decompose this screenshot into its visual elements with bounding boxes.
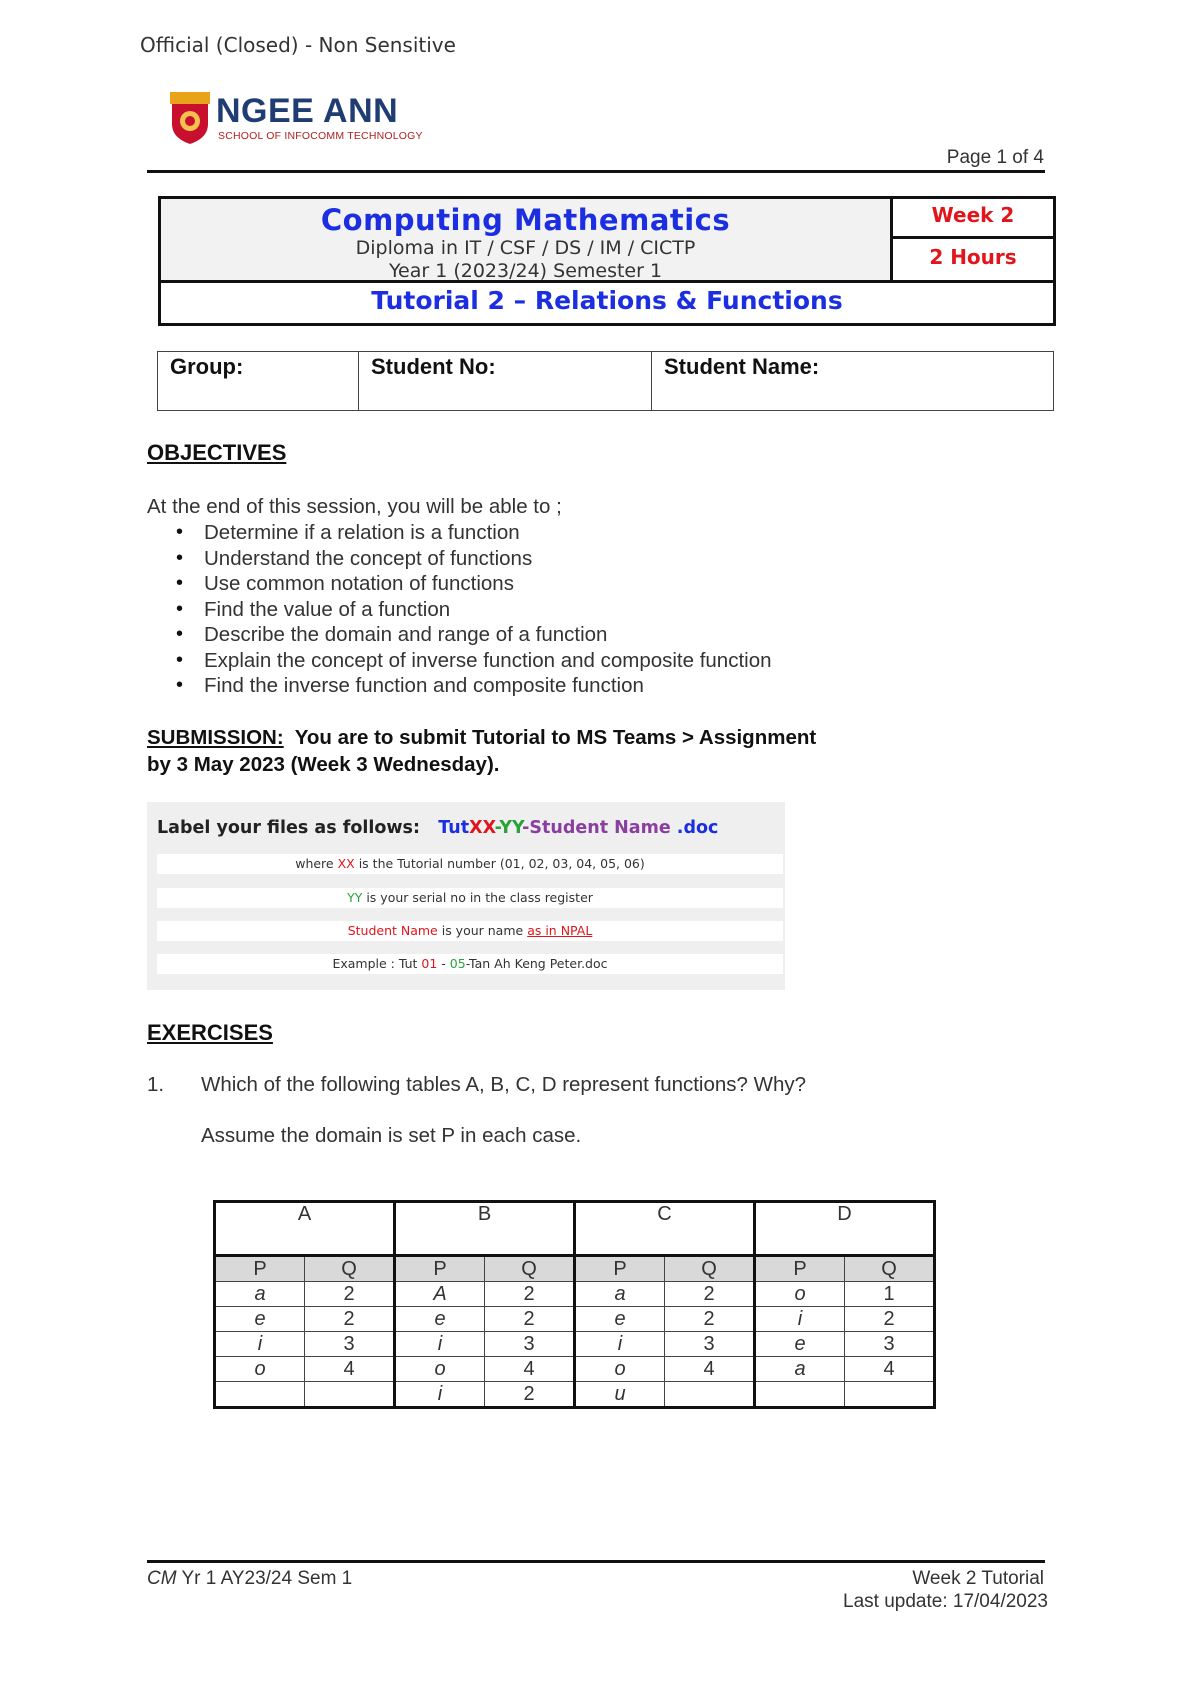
column-header: Q <box>485 1256 575 1282</box>
question-note: Assume the domain is set P in each case. <box>201 1124 582 1147</box>
list-item: • Describe the domain and range of a function <box>180 622 772 648</box>
table-cell: 3 <box>485 1332 575 1357</box>
table-cell: e <box>755 1332 845 1357</box>
table-cell: a <box>755 1357 845 1382</box>
table-row <box>215 1307 935 1332</box>
table-cell: 4 <box>305 1357 395 1382</box>
objectives-intro: At the end of this session, you will be able to ; <box>147 495 562 518</box>
label-heading <box>157 818 718 838</box>
group-field[interactable]: Group: <box>158 352 359 410</box>
course-info <box>161 199 893 283</box>
list-item: • Determine if a relation is a function <box>180 520 772 546</box>
table-cell: 2 <box>485 1282 575 1307</box>
course-title: Computing Mathematics <box>320 203 731 237</box>
question-number: 1. <box>147 1073 165 1096</box>
table-cell <box>755 1382 845 1408</box>
table-cell: 4 <box>845 1357 935 1382</box>
column-header: P <box>755 1256 845 1282</box>
table-cell: o <box>755 1282 845 1307</box>
list-item: • Explain the concept of inverse function and composite function <box>180 648 772 674</box>
row-text: is your name <box>437 923 528 938</box>
row-text: where <box>295 856 338 871</box>
submission-line1: You are to submit Tutorial to MS Teams > Assignment <box>294 726 817 749</box>
table-name: A <box>215 1202 395 1256</box>
label-row-xx <box>157 854 783 874</box>
pattern-tut: Tut <box>438 818 470 838</box>
footer-course-code: CM <box>147 1568 177 1589</box>
footer-divider <box>147 1560 1045 1563</box>
table-name: B <box>395 1202 575 1256</box>
column-header: Q <box>305 1256 395 1282</box>
table-row <box>215 1332 935 1357</box>
table-cell: A <box>395 1282 485 1307</box>
column-header: P <box>395 1256 485 1282</box>
objectives-heading: OBJECTIVES <box>147 440 287 465</box>
table-cell: 2 <box>485 1382 575 1408</box>
row-text: Example : Tut <box>332 956 422 971</box>
row-text: is your serial no in the class register <box>362 890 593 905</box>
list-item: • Find the value of a function <box>180 597 772 623</box>
table-name: C <box>575 1202 755 1256</box>
student-details-table <box>157 351 1054 411</box>
table-cell: i <box>215 1332 305 1357</box>
row-text: -Tan Ah Keng Peter.doc <box>465 956 608 971</box>
row-text: is the Tutorial number (01, 02, 03, 04, 05, 06) <box>354 856 645 871</box>
school-logo <box>170 92 423 144</box>
year-line: Year 1 (2023/24) Semester 1 <box>388 260 663 282</box>
crest-icon <box>170 92 210 144</box>
table-cell: 3 <box>305 1332 395 1357</box>
week-label: Week 2 <box>893 199 1053 239</box>
table-cell: 2 <box>485 1307 575 1332</box>
list-item: • Understand the concept of functions <box>180 546 772 572</box>
header-divider <box>147 170 1045 173</box>
table-cell: 3 <box>665 1332 755 1357</box>
page-number: Page 1 of 4 <box>946 147 1044 168</box>
label-row-example <box>157 954 783 974</box>
table-row <box>215 1357 935 1382</box>
table-cell: e <box>215 1307 305 1332</box>
table-cell: e <box>395 1307 485 1332</box>
pattern-dash: - <box>522 818 530 838</box>
table-cell: i <box>575 1332 665 1357</box>
footer-course <box>147 1568 352 1590</box>
table-cell: 2 <box>305 1307 395 1332</box>
table-cell: i <box>395 1332 485 1357</box>
table-cell: e <box>575 1307 665 1332</box>
logo-name: NGEE ANN <box>216 92 399 130</box>
table-cell <box>215 1382 305 1408</box>
tutorial-title: Tutorial 2 – Relations & Functions <box>371 286 843 315</box>
question-text: Which of the following tables A, B, C, D represent functions? Why? <box>201 1073 807 1096</box>
row-name: Student Name <box>347 923 438 938</box>
title-block <box>158 196 1056 326</box>
table-cell <box>845 1382 935 1408</box>
row-text: - <box>437 956 450 971</box>
submission-lead: SUBMISSION: <box>147 726 284 749</box>
list-item: • Find the inverse function and composite function <box>180 673 772 699</box>
pattern-yy: YY <box>499 818 523 838</box>
row-xx: XX <box>337 856 355 871</box>
pattern-dash: - <box>494 818 500 838</box>
footer-last-update: Last update: 17/04/2023 <box>843 1591 1048 1612</box>
student-no-field[interactable]: Student No: <box>359 352 652 410</box>
table-cell: 1 <box>845 1282 935 1307</box>
table-cell: a <box>215 1282 305 1307</box>
pattern-ext: .doc <box>670 818 719 838</box>
logo-subtitle: SCHOOL OF INFOCOMM TECHNOLOGY <box>218 130 423 142</box>
table-cell: u <box>575 1382 665 1408</box>
npal-link[interactable]: as in NPAL <box>527 923 593 938</box>
submission-line2: by 3 May 2023 (Week 3 Wednesday). <box>147 753 500 776</box>
column-header: Q <box>665 1256 755 1282</box>
table-row <box>215 1282 935 1307</box>
table-cell: 3 <box>845 1332 935 1357</box>
table-cell: o <box>215 1357 305 1382</box>
table-cell: o <box>395 1357 485 1382</box>
table-cell: 2 <box>665 1282 755 1307</box>
column-header: P <box>215 1256 305 1282</box>
file-label-instructions <box>147 802 785 990</box>
row-yy: YY <box>347 890 363 905</box>
label-heading-text: Label your files as follows: <box>157 818 420 838</box>
table-cell: i <box>395 1382 485 1408</box>
column-header: P <box>575 1256 665 1282</box>
label-row-yy <box>157 888 783 908</box>
label-row-name <box>157 921 783 941</box>
table-cell: 4 <box>665 1357 755 1382</box>
hours-label: 2 Hours <box>893 239 1053 283</box>
footer-course-rest: Yr 1 AY23/24 Sem 1 <box>176 1568 353 1589</box>
row-05: 05 <box>449 956 466 971</box>
table-cell: o <box>575 1357 665 1382</box>
table-cell <box>665 1382 755 1408</box>
list-item: • Use common notation of functions <box>180 571 772 597</box>
table-row <box>215 1382 935 1408</box>
submission-note <box>147 724 816 778</box>
classification-label: Official (Closed) - Non Sensitive <box>140 33 456 57</box>
table-name: D <box>755 1202 935 1256</box>
table-cell: 2 <box>845 1307 935 1332</box>
exercises-heading: EXERCISES <box>147 1020 273 1045</box>
table-cell: a <box>575 1282 665 1307</box>
student-name-field[interactable]: Student Name: <box>664 354 820 379</box>
footer-week: Week 2 Tutorial <box>912 1568 1044 1589</box>
table-cell <box>305 1382 395 1408</box>
pattern-xx: XX <box>469 818 495 838</box>
diploma-line: Diploma in IT / CSF / DS / IM / CICTP <box>355 237 696 259</box>
table-cell: 2 <box>665 1307 755 1332</box>
column-header: Q <box>845 1256 935 1282</box>
table-cell: 4 <box>485 1357 575 1382</box>
pattern-name: Student Name <box>529 818 671 838</box>
table-cell: i <box>755 1307 845 1332</box>
relations-table <box>213 1200 936 1409</box>
row-01: 01 <box>421 956 438 971</box>
table-cell: 2 <box>305 1282 395 1307</box>
objectives-list <box>180 520 772 699</box>
